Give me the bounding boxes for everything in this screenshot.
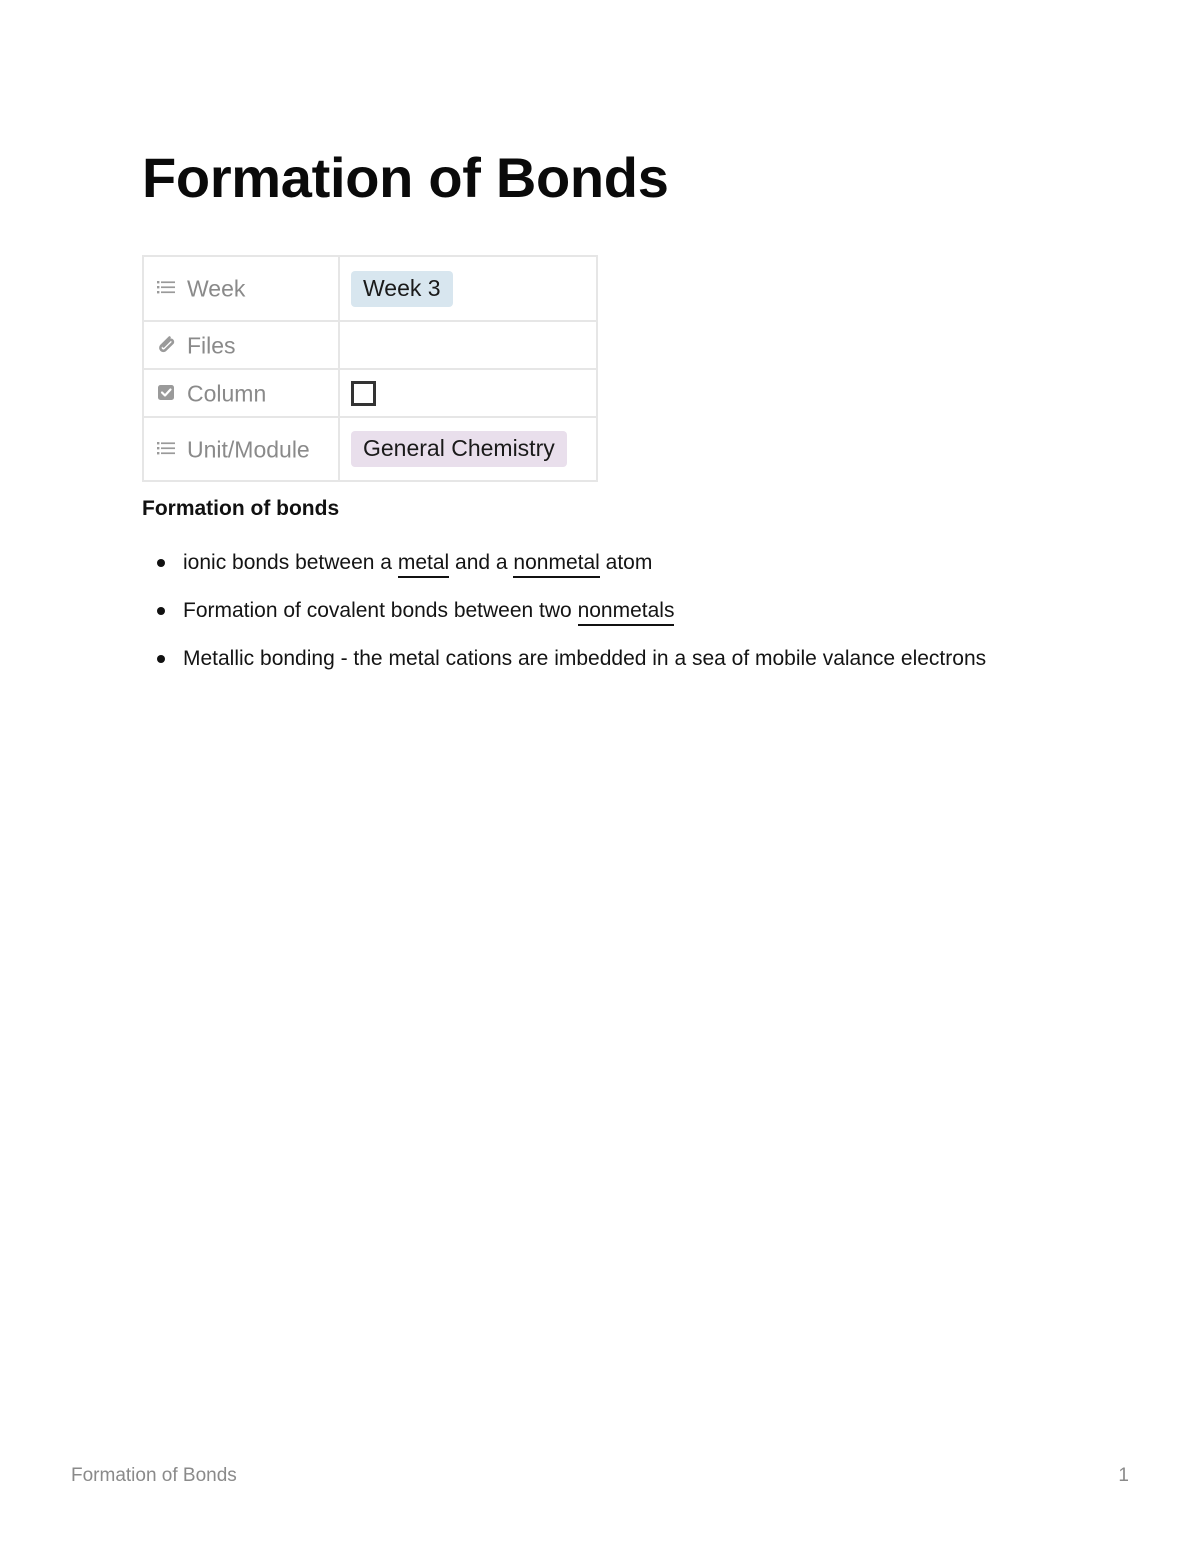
property-row-column bbox=[143, 369, 597, 417]
list-icon bbox=[156, 277, 176, 297]
footer-title: Formation of Bonds bbox=[71, 1465, 237, 1486]
bullet-text: and a bbox=[449, 551, 514, 574]
property-row-unit-module bbox=[143, 417, 597, 481]
bullet-text: ionic bonds between a bbox=[183, 551, 398, 574]
property-value-column bbox=[339, 369, 597, 417]
property-name-cell bbox=[143, 417, 339, 481]
property-label-unit-module: Unit/Module bbox=[187, 436, 310, 463]
underlined-term: metal bbox=[398, 551, 449, 578]
page-number: 1 bbox=[1118, 1465, 1129, 1486]
checkbox-icon bbox=[156, 382, 176, 402]
property-name-cell bbox=[143, 321, 339, 369]
bullet-text: Metallic bonding - the metal cations are imbedded in a sea of mobile valance electrons bbox=[183, 647, 987, 670]
list-item bbox=[183, 593, 1063, 628]
week-tag[interactable]: Week 3 bbox=[351, 271, 453, 307]
property-label-week: Week bbox=[187, 275, 246, 302]
column-checkbox[interactable] bbox=[351, 381, 376, 406]
bullet-text: atom bbox=[599, 551, 653, 574]
bullet-list bbox=[142, 545, 1063, 689]
unit-module-tag[interactable]: General Chemistry bbox=[351, 431, 567, 467]
property-value-week[interactable] bbox=[339, 256, 597, 321]
properties-table bbox=[142, 255, 598, 482]
property-name-cell bbox=[143, 256, 339, 321]
property-name-cell bbox=[143, 369, 339, 417]
property-value-files[interactable] bbox=[339, 321, 597, 369]
underlined-term: nonmetals bbox=[578, 599, 675, 626]
property-label-files: Files bbox=[187, 332, 236, 359]
section-heading: Formation of bonds bbox=[142, 497, 340, 520]
page-title: Formation of Bonds bbox=[142, 146, 669, 209]
property-label-column: Column bbox=[187, 380, 267, 407]
underlined-term: nonmetal bbox=[513, 551, 599, 578]
property-row-week bbox=[143, 256, 597, 321]
list-item bbox=[183, 641, 1063, 676]
paperclip-icon bbox=[156, 334, 176, 354]
bullet-text: Formation of covalent bonds between two bbox=[183, 599, 578, 622]
list-icon bbox=[156, 438, 176, 458]
property-row-files bbox=[143, 321, 597, 369]
list-item bbox=[183, 545, 1063, 580]
property-value-unit-module[interactable] bbox=[339, 417, 597, 481]
